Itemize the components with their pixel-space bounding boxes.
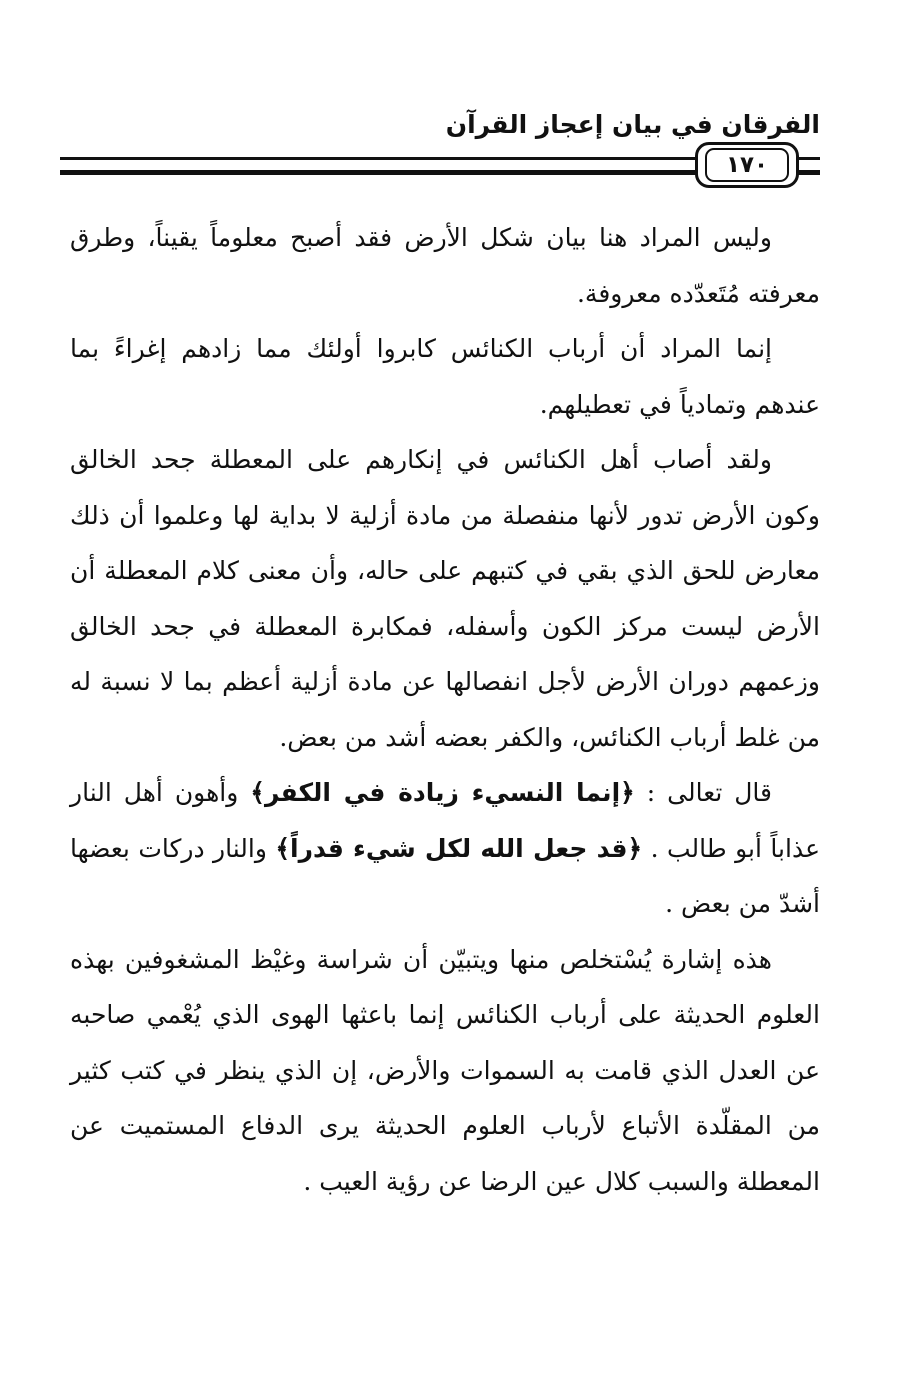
quran-verse-2: ﴿قد جعل الله لكل شيء قدراً﴾ bbox=[275, 833, 643, 863]
page-number-frame bbox=[695, 142, 799, 188]
page-number: ١٧٠ bbox=[705, 148, 789, 182]
paragraph-4-end: والنار دركات بعضها أشدّ من بعض . bbox=[70, 833, 820, 918]
paragraph-4 bbox=[70, 765, 820, 932]
page-header bbox=[60, 100, 820, 200]
running-title: الفرقان في بيان إعجاز القرآن bbox=[445, 110, 820, 139]
paragraph-3: ولقد أصاب أهل الكنائس في إنكارهم على المعطلة جحد الخالق وكون الأرض تدور لأنها منفصلة من مادة أزلية لا بداية لها وعلموا أن ذلك معارض للحق الذي بقي في كتبهم على حاله، وأن معنى كلام المعطلة أن الأرض ليست مركز الكون وأسفله، فمكابرة المعطلة في جحد الخالق وزعمهم دوران الأرض لأجل انفصالها عن مادة أزلية أعظم بما لا نسبة له من غلط أرباب الكنائس، والكفر بعضه أشد من بعض. bbox=[70, 445, 820, 752]
quran-verse-1: ﴿إنما النسيء زيادة في الكفر﴾ bbox=[250, 778, 635, 807]
paragraph-4-intro: قال تعالى : bbox=[634, 778, 772, 807]
paragraph-1: وليس المراد هنا بيان شكل الأرض فقد أصبح معلوماً يقيناً، وطرق معرفته مُتَعدّده معروفة. bbox=[70, 223, 820, 308]
paragraph-2: إنما المراد أن أرباب الكنائس كابروا أولئك مما زادهم إغراءً بما عندهم وتمادياً في تعطيلهم. bbox=[70, 334, 820, 419]
body-text bbox=[70, 210, 820, 1209]
paragraph-4-middle: وأهون أهل النار عذاباً أبو طالب . bbox=[70, 778, 820, 863]
paragraph-5: هذه إشارة يُسْتخلص منها ويتبيّن أن شراسة وغيْظ المشغوفين بهذه العلوم الحديثة على أرباب الكنائس إنما باعثها الهوى الذي يُعْمي صاحبه عن العدل الذي قامت به السموات والأرض، إن الذي ينظر في كتب كثير من المقلّدة الأتباع لأرباب العلوم الحديثة يرى الدفاع المستميت عن المعطلة والسبب كلال عين الرضا عن رؤية العيب . bbox=[70, 944, 820, 1196]
